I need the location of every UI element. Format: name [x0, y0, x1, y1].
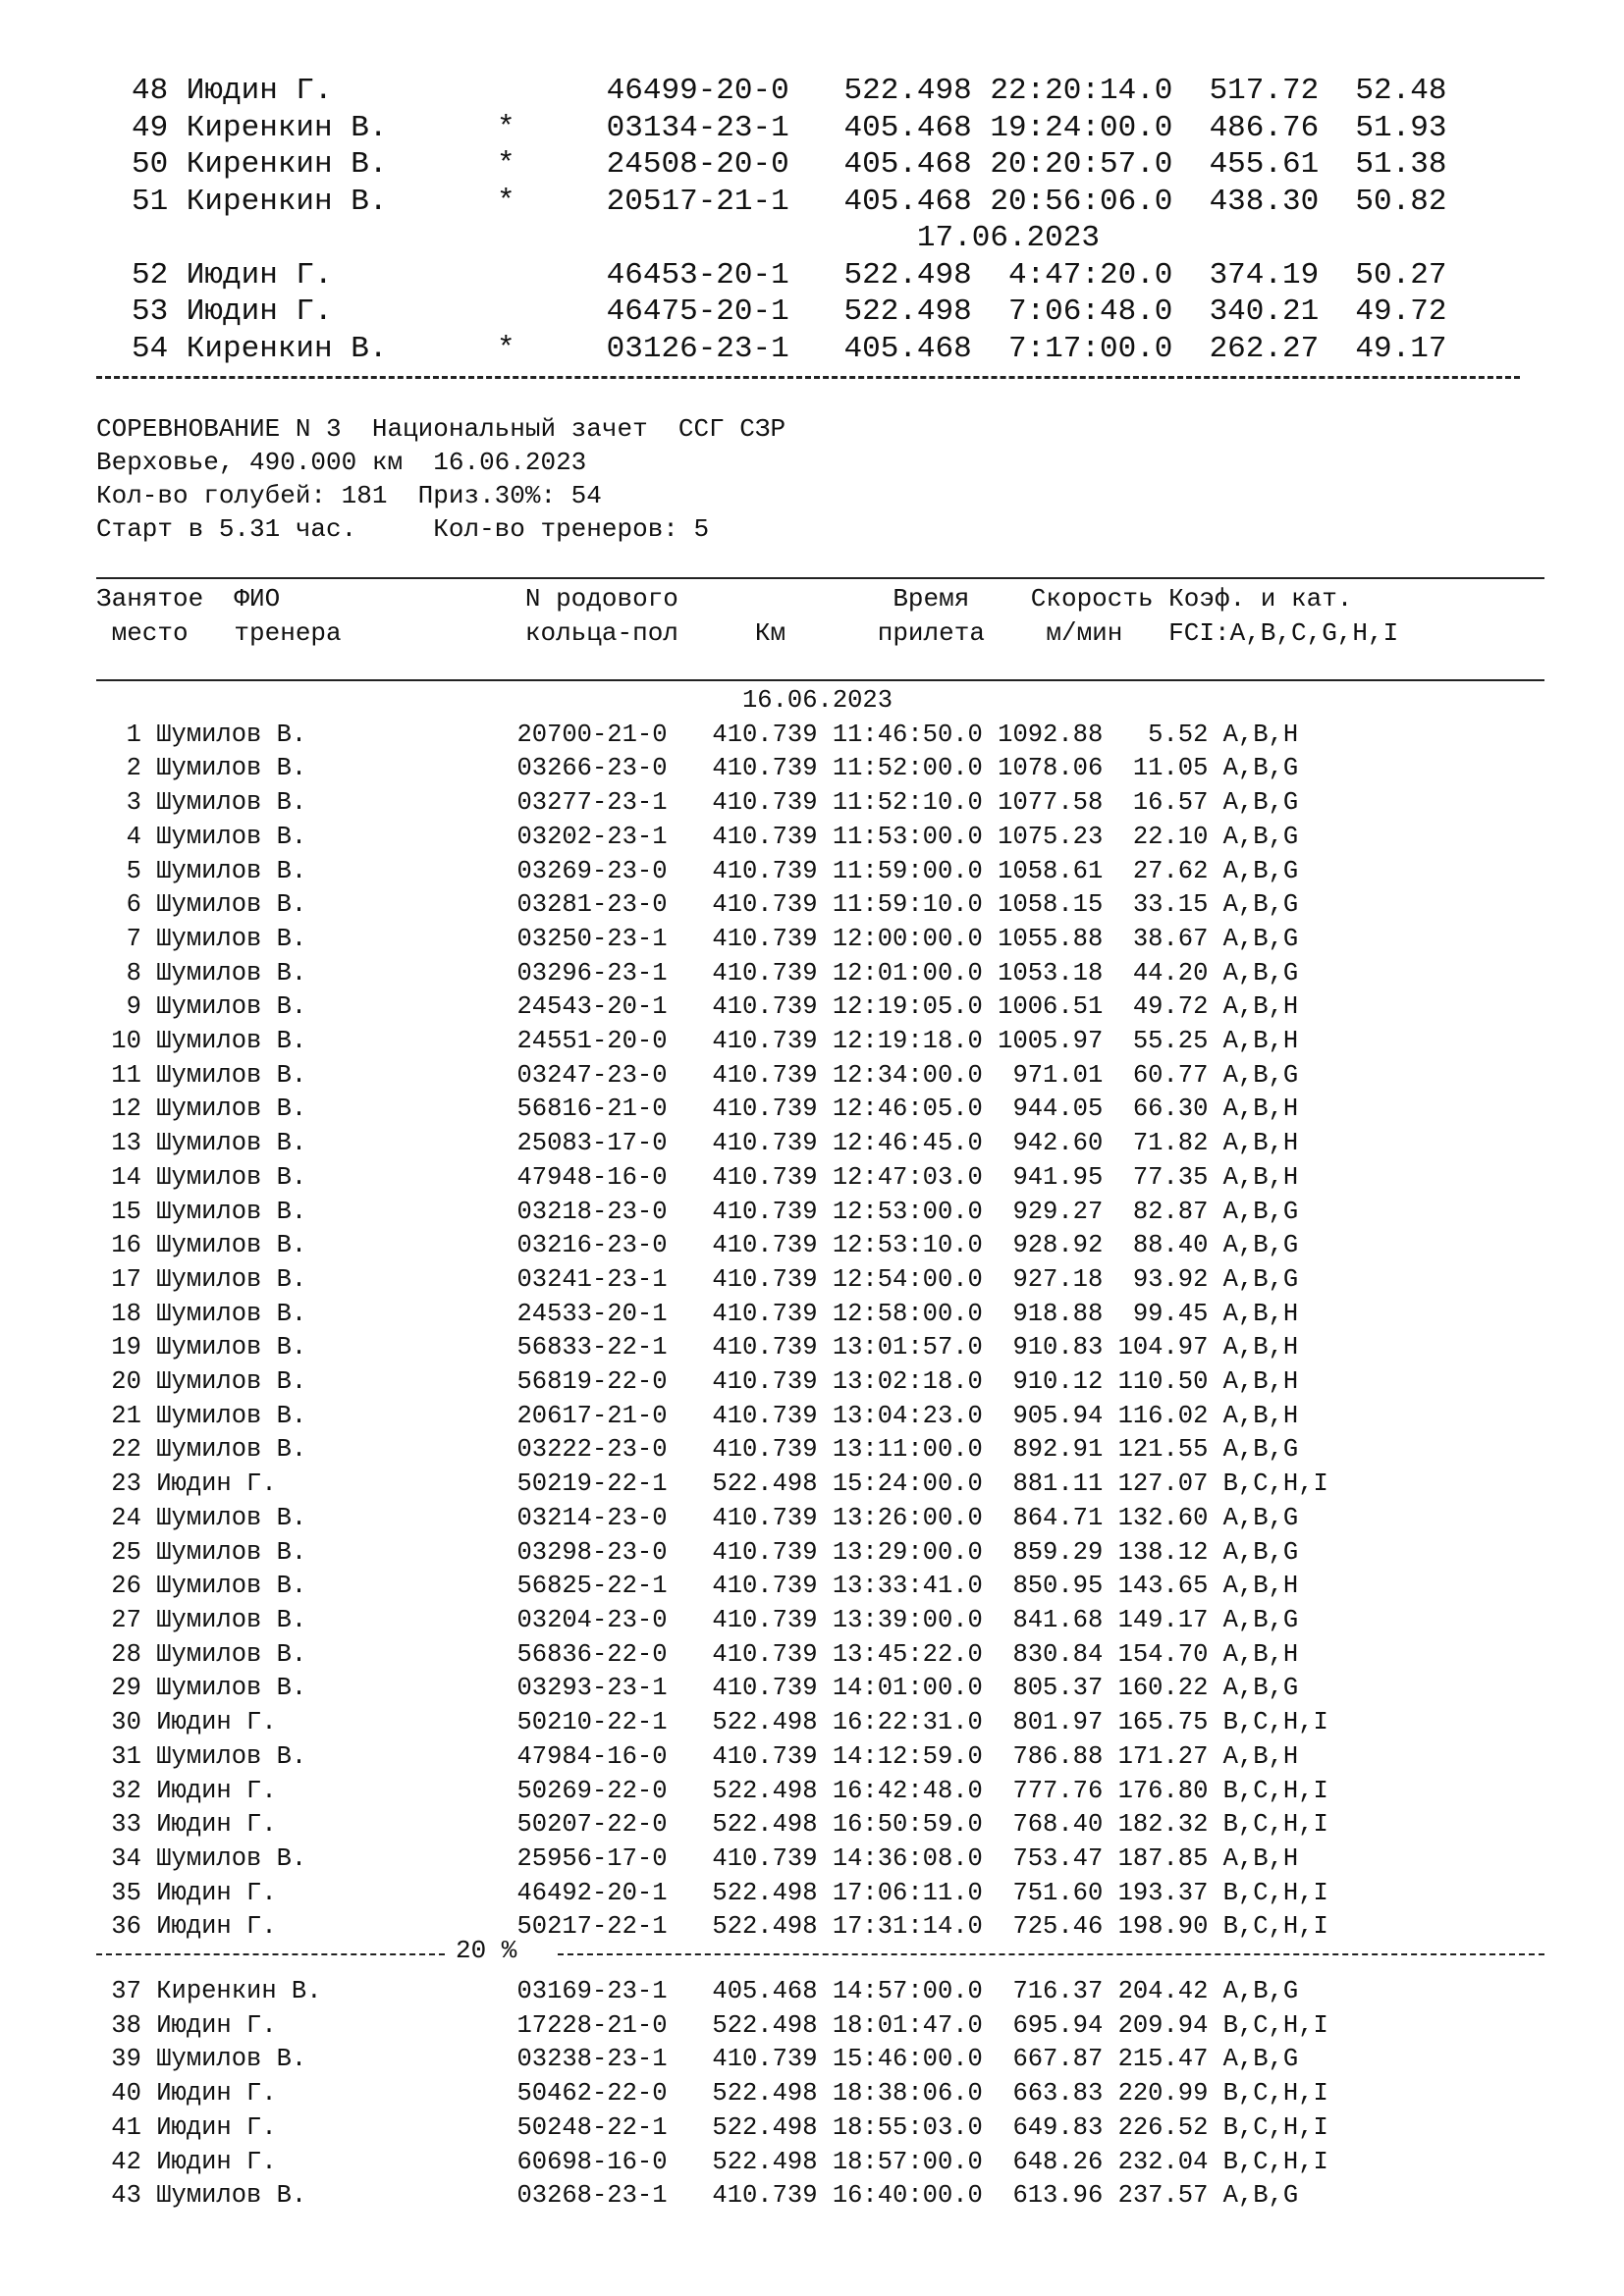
table-row: 32 Июдин Г. 50269-22-0 522.498 16:42:48.0 777.76 176.80 B,C,H,I [96, 1776, 1328, 1805]
table-row: 17 Шумилов В. 03241-23-1 410.739 12:54:00.0 927.18 93.92 A,B,G [96, 1264, 1299, 1294]
table-row: 48 Июдин Г. 46499-20-0 522.498 22:20:14.0 517.72 52.48 [132, 74, 1447, 108]
table-row: 40 Июдин Г. 50462-22-0 522.498 18:38:06.0 663.83 220.99 B,C,H,I [96, 2079, 1328, 2109]
table-header [96, 582, 1398, 651]
table-row: 18 Шумилов В. 24533-20-1 410.739 12:58:00.0 918.88 99.45 A,B,H [96, 1299, 1299, 1328]
table-row: 36 Июдин Г. 50217-22-1 522.498 17:31:14.0 725.46 198.90 B,C,H,I [96, 1912, 1328, 1942]
table-row: 14 Шумилов В. 47948-16-0 410.739 12:47:03.0 941.95 77.35 A,B,H [96, 1162, 1299, 1192]
table-row: 43 Шумилов В. 03268-23-1 410.739 16:40:00.0 613.96 237.57 A,B,G [96, 2181, 1299, 2211]
table-row: 4 Шумилов В. 03202-23-1 410.739 11:53:00.0 1075.23 22.10 A,B,G [96, 822, 1299, 851]
table-row: 29 Шумилов В. 03293-23-1 410.739 14:01:00.0 805.37 160.22 A,B,G [96, 1674, 1299, 1703]
table-row: 30 Июдин Г. 50210-22-1 522.498 16:22:31.0 801.97 165.75 B,C,H,I [96, 1708, 1328, 1737]
table-row: 35 Июдин Г. 46492-20-1 522.498 17:06:11.0 751.60 193.37 B,C,H,I [96, 1878, 1328, 1907]
divider [96, 376, 1520, 379]
table-row: 20 Шумилов В. 56819-22-0 410.739 13:02:18.0 910.12 110.50 A,B,H [96, 1367, 1299, 1397]
table-row: 42 Июдин Г. 60698-16-0 522.498 18:57:00.0 648.26 232.04 B,C,H,I [96, 2147, 1328, 2176]
table-row: 6 Шумилов В. 03281-23-0 410.739 11:59:10.0 1058.15 33.15 A,B,G [96, 890, 1299, 920]
table-row: 52 Июдин Г. 46453-20-1 522.498 4:47:20.0 374.19 50.27 [132, 257, 1447, 293]
results-table-continued [96, 1975, 1328, 2214]
date-line: 17.06.2023 [132, 221, 1100, 255]
table-row: 28 Шумилов В. 56836-22-0 410.739 13:45:22.0 830.84 154.70 A,B,H [96, 1639, 1299, 1669]
table-row: 25 Шумилов В. 03298-23-0 410.739 13:29:00.0 859.29 138.12 A,B,G [96, 1537, 1299, 1567]
table-row: 5 Шумилов В. 03269-23-0 410.739 11:59:00.0 1058.61 27.62 A,B,G [96, 856, 1299, 885]
competition-title: СОРЕВНОВАНИЕ N 3 Национальный зачет ССГ СЗР [96, 414, 786, 444]
divider [96, 1953, 445, 1955]
table-row: 13 Шумилов В. 25083-17-0 410.739 12:46:45.0 942.60 71.82 A,B,H [96, 1129, 1299, 1158]
table-header-line: Занятое ФИО N родового Время Скорость Коэф. и кат. [96, 584, 1353, 614]
competition-start: Старт в 5.31 час. Кол-во тренеров: 5 [96, 514, 710, 544]
table-row: 22 Шумилов В. 03222-23-0 410.739 13:11:00.0 892.91 121.55 A,B,G [96, 1435, 1299, 1465]
competition-header [96, 412, 785, 546]
table-row: 49 Киренкин В. * 03134-23-1 405.468 19:24:00.0 486.76 51.93 [132, 110, 1447, 145]
table-row: 1 Шумилов В. 20700-21-0 410.739 11:46:50.0 1092.88 5.52 A,B,H [96, 720, 1299, 749]
table-row: 7 Шумилов В. 03250-23-1 410.739 12:00:00.0 1055.88 38.67 A,B,G [96, 924, 1299, 953]
competition-count: Кол-во голубей: 181 Приз.30%: 54 [96, 481, 602, 510]
competition-place: Верховье, 490.000 км 16.06.2023 [96, 448, 587, 477]
table-row: 12 Шумилов В. 56816-21-0 410.739 12:46:05.0 944.05 66.30 A,B,H [96, 1095, 1299, 1124]
divider [96, 679, 1544, 681]
table-row: 53 Июдин Г. 46475-20-1 522.498 7:06:48.0 340.21 49.72 [132, 294, 1447, 329]
table-row: 3 Шумилов В. 03277-23-1 410.739 11:52:10.0 1077.58 16.57 A,B,G [96, 788, 1299, 818]
previous-results-block [132, 73, 1446, 367]
table-row: 15 Шумилов В. 03218-23-0 410.739 12:53:00.0 929.27 82.87 A,B,G [96, 1197, 1299, 1226]
table-row: 2 Шумилов В. 03266-23-0 410.739 11:52:00.0 1078.06 11.05 A,B,G [96, 754, 1299, 783]
table-row: 37 Киренкин В. 03169-23-1 405.468 14:57:00.0 716.37 204.42 A,B,G [96, 1977, 1299, 2005]
table-row: 50 Киренкин В. * 24508-20-0 405.468 20:20:57.0 455.61 51.38 [132, 147, 1447, 182]
divider [96, 577, 1544, 579]
table-row: 9 Шумилов В. 24543-20-1 410.739 12:19:05.0 1006.51 49.72 A,B,H [96, 992, 1299, 1022]
table-row: 10 Шумилов В. 24551-20-0 410.739 12:19:18.0 1005.97 55.25 A,B,H [96, 1027, 1299, 1056]
table-row: 54 Киренкин В. * 03126-23-1 405.468 7:17:00.0 262.27 49.17 [132, 331, 1447, 366]
percent-separator [96, 1936, 1544, 1965]
table-row: 27 Шумилов В. 03204-23-0 410.739 13:39:00.0 841.68 149.17 A,B,G [96, 1605, 1299, 1634]
table-row: 26 Шумилов В. 56825-22-1 410.739 13:33:41.0 850.95 143.65 A,B,H [96, 1572, 1299, 1601]
table-row: 34 Шумилов В. 25956-17-0 410.739 14:36:08.0 753.47 187.85 A,B,H [96, 1843, 1299, 1873]
separator-label: 20 % [456, 1936, 517, 1965]
table-row: 11 Шумилов В. 03247-23-0 410.739 12:34:00.0 971.01 60.77 A,B,G [96, 1060, 1299, 1090]
table-row: 33 Июдин Г. 50207-22-0 522.498 16:50:59.0 768.40 182.32 B,C,H,I [96, 1810, 1328, 1840]
divider [558, 1953, 1544, 1955]
table-row: 51 Киренкин В. * 20517-21-1 405.468 20:56:06.0 438.30 50.82 [132, 184, 1447, 219]
table-row: 38 Июдин Г. 17228-21-0 522.498 18:01:47.0 695.94 209.94 B,C,H,I [96, 2010, 1328, 2040]
table-row: 19 Шумилов В. 56833-22-1 410.739 13:01:57.0 910.83 104.97 A,B,H [96, 1333, 1299, 1362]
table-row: 21 Шумилов В. 20617-21-0 410.739 13:04:23.0 905.94 116.02 A,B,H [96, 1401, 1299, 1430]
table-row: 24 Шумилов В. 03214-23-0 410.739 13:26:00.0 864.71 132.60 A,B,G [96, 1503, 1299, 1532]
table-row: 16 Шумилов В. 03216-23-0 410.739 12:53:10.0 928.92 88.40 A,B,G [96, 1231, 1299, 1260]
table-row: 31 Шумилов В. 47984-16-0 410.739 14:12:59.0 786.88 171.27 A,B,H [96, 1741, 1299, 1771]
results-table [96, 684, 1328, 1945]
date-line: 16.06.2023 [96, 686, 893, 715]
table-row: 41 Июдин Г. 50248-22-1 522.498 18:55:03.0 649.83 226.52 B,C,H,I [96, 2112, 1328, 2142]
table-header-line: место тренера кольца-пол Км прилета м/мин FCI:A,B,C,G,H,I [96, 618, 1399, 648]
table-row: 8 Шумилов В. 03296-23-1 410.739 12:01:00.0 1053.18 44.20 A,B,G [96, 958, 1299, 988]
table-row: 39 Шумилов В. 03238-23-1 410.739 15:46:00.0 667.87 215.47 A,B,G [96, 2045, 1299, 2074]
table-row: 23 Июдин Г. 50219-22-1 522.498 15:24:00.0 881.11 127.07 B,C,H,I [96, 1469, 1328, 1499]
